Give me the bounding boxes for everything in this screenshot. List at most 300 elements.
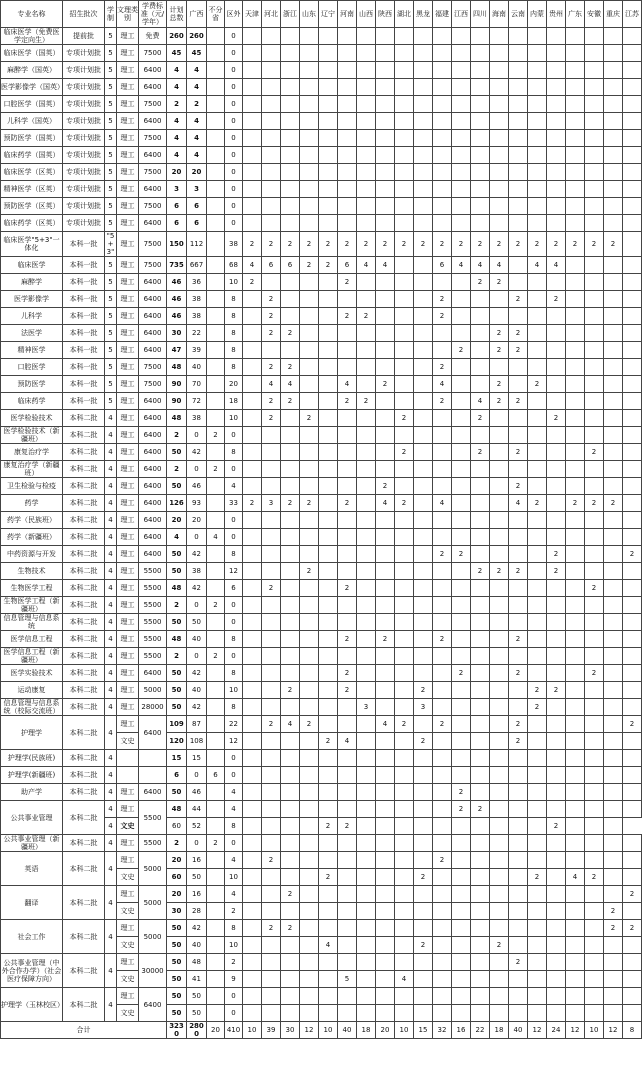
table-cell: 112 [187, 232, 207, 257]
table-cell [528, 28, 547, 45]
table-cell [395, 767, 414, 784]
table-cell [319, 580, 338, 597]
table-cell: 2 [604, 495, 623, 512]
table-cell: 4 [395, 971, 414, 988]
table-cell [566, 597, 585, 614]
table-cell [414, 801, 433, 818]
table-cell [547, 512, 566, 529]
table-cell [623, 614, 642, 631]
table-cell [585, 164, 604, 181]
table-cell [300, 308, 319, 325]
table-cell: 2 [225, 903, 243, 920]
table-cell: 4 [105, 529, 117, 546]
table-cell: 医学影像学 [1, 291, 63, 308]
table-cell: 理工 [117, 308, 139, 325]
table-cell [414, 461, 433, 478]
table-cell: 4 [105, 852, 117, 886]
table-cell [604, 512, 623, 529]
table-cell [528, 342, 547, 359]
table-cell [623, 784, 642, 801]
table-cell: 2 [585, 869, 604, 886]
table-cell [623, 198, 642, 215]
table-cell [243, 215, 262, 232]
table-cell [300, 529, 319, 546]
table-cell: 儿科学 [1, 308, 63, 325]
table-row [1, 215, 642, 232]
table-cell [357, 750, 376, 767]
table-cell [452, 181, 471, 198]
table-row [1, 699, 642, 716]
table-row [1, 164, 642, 181]
table-cell [281, 852, 300, 869]
table-cell [547, 45, 566, 62]
table-cell: 7500 [139, 130, 167, 147]
table-cell [509, 257, 528, 274]
table-cell [395, 988, 414, 1005]
table-cell [395, 198, 414, 215]
table-cell [376, 971, 395, 988]
table-cell [585, 818, 604, 835]
column-header: 招生批次 [63, 1, 105, 28]
table-cell: 麻醉学（国英） [1, 62, 63, 79]
column-header: 天津 [243, 1, 262, 28]
table-cell: 理工 [117, 478, 139, 495]
table-cell [623, 648, 642, 665]
table-cell [547, 130, 566, 147]
table-cell [376, 147, 395, 164]
table-cell [528, 444, 547, 461]
table-cell [604, 784, 623, 801]
table-cell: 理工 [117, 342, 139, 359]
table-cell [376, 181, 395, 198]
table-cell: 2 [490, 342, 509, 359]
table-row [1, 274, 642, 291]
table-cell [395, 342, 414, 359]
table-cell [357, 113, 376, 130]
table-row [1, 342, 642, 359]
table-cell: 理工 [117, 181, 139, 198]
table-cell [357, 130, 376, 147]
table-cell: 本科二批 [63, 461, 105, 478]
table-cell: 42 [187, 665, 207, 682]
table-cell: 50 [167, 971, 187, 988]
table-cell [376, 580, 395, 597]
table-cell [604, 580, 623, 597]
table-cell [433, 198, 452, 215]
table-cell: 6 [207, 767, 225, 784]
table-cell: 0 [225, 529, 243, 546]
table-cell [319, 988, 338, 1005]
table-cell [243, 147, 262, 164]
table-cell [357, 784, 376, 801]
table-cell [604, 147, 623, 164]
table-cell [395, 903, 414, 920]
table-cell: 2 [414, 937, 433, 954]
table-cell: 2 [338, 580, 357, 597]
table-cell: 2 [262, 232, 281, 257]
table-cell: 临床医学（国英） [1, 45, 63, 62]
table-cell: 4 [167, 79, 187, 96]
table-cell [604, 274, 623, 291]
table-cell: 6 [225, 580, 243, 597]
table-cell [585, 45, 604, 62]
table-cell: 理工 [117, 546, 139, 563]
table-cell [300, 444, 319, 461]
table-cell: 38 [187, 410, 207, 427]
table-cell [433, 130, 452, 147]
table-cell [376, 937, 395, 954]
table-cell: 2 [338, 665, 357, 682]
table-cell: 信息管理与信息系统（校际交流班） [1, 699, 63, 716]
table-cell: 临床医学"5+3"一体化 [1, 232, 63, 257]
table-body [1, 28, 642, 1022]
table-cell: 本科二批 [63, 784, 105, 801]
table-cell: 理工 [117, 835, 139, 852]
table-cell [547, 920, 566, 937]
table-cell: 2 [547, 682, 566, 699]
table-cell [471, 750, 490, 767]
table-row [1, 376, 642, 393]
table-cell: 4 [528, 257, 547, 274]
table-cell [490, 529, 509, 546]
table-cell [509, 198, 528, 215]
table-cell [319, 28, 338, 45]
table-cell: 6400 [139, 62, 167, 79]
table-cell [414, 529, 433, 546]
table-cell [566, 113, 585, 130]
table-cell [395, 359, 414, 376]
table-cell [319, 784, 338, 801]
table-cell: 2 [509, 291, 528, 308]
table-cell [547, 954, 566, 971]
table-cell [604, 835, 623, 852]
table-cell [604, 113, 623, 130]
table-cell [281, 410, 300, 427]
table-cell: 2 [338, 631, 357, 648]
table-cell [471, 478, 490, 495]
table-cell [414, 359, 433, 376]
table-cell [623, 869, 642, 886]
table-cell [547, 478, 566, 495]
table-cell: 4 [105, 410, 117, 427]
table-cell [207, 410, 225, 427]
table-cell: 4 [105, 580, 117, 597]
table-cell: 4 [433, 376, 452, 393]
table-cell [262, 767, 281, 784]
table-cell: 12 [225, 563, 243, 580]
table-cell: 6 [187, 198, 207, 215]
table-cell [357, 665, 376, 682]
table-cell: 2 [338, 274, 357, 291]
table-cell [357, 818, 376, 835]
table-cell: 2 [281, 393, 300, 410]
table-cell [357, 835, 376, 852]
table-cell [528, 393, 547, 410]
table-cell [566, 529, 585, 546]
table-cell [414, 903, 433, 920]
table-cell [452, 325, 471, 342]
table-cell [395, 733, 414, 750]
table-cell [262, 529, 281, 546]
table-cell [281, 835, 300, 852]
table-cell [300, 274, 319, 291]
table-cell: 4 [105, 444, 117, 461]
table-cell: 260 [167, 28, 187, 45]
table-cell [509, 274, 528, 291]
table-cell [585, 614, 604, 631]
table-cell: 126 [167, 495, 187, 512]
table-cell: 2 [300, 232, 319, 257]
table-cell: 2 [433, 232, 452, 257]
table-cell [585, 410, 604, 427]
table-cell [319, 954, 338, 971]
table-cell [471, 546, 490, 563]
table-cell [395, 478, 414, 495]
table-cell [604, 699, 623, 716]
table-cell: 2 [471, 410, 490, 427]
table-cell [357, 529, 376, 546]
table-cell [300, 733, 319, 750]
table-cell [452, 28, 471, 45]
table-cell [509, 988, 528, 1005]
table-cell [471, 181, 490, 198]
table-cell [319, 716, 338, 733]
table-cell: 0 [187, 597, 207, 614]
table-cell [207, 699, 225, 716]
table-cell: 文史 [117, 818, 139, 835]
table-cell [566, 181, 585, 198]
table-cell [395, 597, 414, 614]
table-cell: 5 [105, 393, 117, 410]
table-cell: 7500 [139, 45, 167, 62]
table-cell [623, 563, 642, 580]
table-cell [262, 215, 281, 232]
table-cell: 6400 [139, 393, 167, 410]
table-cell [471, 767, 490, 784]
table-cell: 0 [225, 835, 243, 852]
table-cell [452, 988, 471, 1005]
table-cell: 2 [281, 495, 300, 512]
table-cell: 2 [167, 597, 187, 614]
table-cell [452, 79, 471, 96]
table-cell [338, 835, 357, 852]
table-cell [243, 62, 262, 79]
table-row [1, 665, 642, 682]
column-header: 内蒙 [528, 1, 547, 28]
table-cell [528, 410, 547, 427]
table-cell: 2 [604, 903, 623, 920]
table-row [1, 444, 642, 461]
table-cell [376, 784, 395, 801]
table-cell [376, 342, 395, 359]
table-cell [243, 342, 262, 359]
table-cell: 0 [225, 215, 243, 232]
table-cell [585, 96, 604, 113]
table-cell [585, 147, 604, 164]
table-cell: 专项计划批 [63, 79, 105, 96]
column-header: 安徽 [585, 1, 604, 28]
table-cell [604, 971, 623, 988]
table-cell: 93 [187, 495, 207, 512]
table-cell: 87 [187, 716, 207, 733]
table-cell: 7500 [139, 198, 167, 215]
table-cell: 2 [547, 291, 566, 308]
table-cell [281, 62, 300, 79]
table-cell: 4 [105, 563, 117, 580]
table-cell: 文史 [117, 869, 139, 886]
table-cell: 4 [187, 113, 207, 130]
table-cell [243, 512, 262, 529]
table-cell [585, 971, 604, 988]
table-cell [395, 291, 414, 308]
table-cell [376, 597, 395, 614]
table-cell [585, 359, 604, 376]
table-cell [528, 801, 547, 818]
table-cell [490, 495, 509, 512]
table-cell: 本科二批 [63, 886, 105, 920]
table-cell: 46 [167, 291, 187, 308]
table-cell [547, 461, 566, 478]
table-cell [207, 478, 225, 495]
table-cell: 20 [167, 512, 187, 529]
table-cell: 2 [281, 325, 300, 342]
table-cell: 2 [395, 444, 414, 461]
table-row [1, 563, 642, 580]
table-cell: 36 [187, 274, 207, 291]
table-cell [623, 461, 642, 478]
table-cell [300, 546, 319, 563]
table-cell [490, 648, 509, 665]
table-cell [376, 215, 395, 232]
table-cell: 38 [187, 308, 207, 325]
table-cell [471, 512, 490, 529]
table-cell: 6400 [139, 478, 167, 495]
table-cell [490, 699, 509, 716]
table-cell [433, 215, 452, 232]
table-cell [243, 529, 262, 546]
table-cell: 文史 [117, 1005, 139, 1022]
table-cell [623, 444, 642, 461]
table-cell [319, 699, 338, 716]
table-cell [433, 801, 452, 818]
table-cell: 专项计划批 [63, 113, 105, 130]
table-cell [207, 920, 225, 937]
table-cell: 2 [262, 308, 281, 325]
table-cell [338, 937, 357, 954]
table-cell: 2 [452, 546, 471, 563]
table-cell: 临床药学 [1, 393, 63, 410]
table-cell: 20 [187, 512, 207, 529]
table-cell [262, 614, 281, 631]
table-cell: 2 [338, 232, 357, 257]
table-cell [509, 410, 528, 427]
table-cell: 口腔医学 [1, 359, 63, 376]
table-cell: 2 [262, 920, 281, 937]
table-cell [547, 631, 566, 648]
table-cell: 理工 [117, 597, 139, 614]
table-cell: 2 [262, 393, 281, 410]
table-cell: 6400 [139, 461, 167, 478]
table-cell: 2 [338, 308, 357, 325]
table-cell: 4 [187, 79, 207, 96]
table-cell [319, 198, 338, 215]
table-cell [566, 750, 585, 767]
table-cell: 本科二批 [63, 750, 105, 767]
table-cell [585, 597, 604, 614]
table-cell [452, 291, 471, 308]
table-cell [319, 648, 338, 665]
table-cell [376, 529, 395, 546]
table-cell: 理工 [117, 291, 139, 308]
table-cell [547, 274, 566, 291]
table-cell [262, 648, 281, 665]
table-cell [604, 1005, 623, 1022]
table-cell [376, 1005, 395, 1022]
table-cell [623, 665, 642, 682]
table-cell: 5 [105, 181, 117, 198]
table-cell: 4 [105, 648, 117, 665]
table-cell [566, 512, 585, 529]
table-cell [490, 130, 509, 147]
table-cell: 理工 [117, 215, 139, 232]
table-cell: 6400 [139, 444, 167, 461]
table-cell [490, 733, 509, 750]
table-cell [604, 563, 623, 580]
table-cell [243, 682, 262, 699]
table-cell [281, 597, 300, 614]
table-cell [319, 597, 338, 614]
table-cell [509, 28, 528, 45]
table-cell: 2 [471, 563, 490, 580]
table-cell: 6 [167, 215, 187, 232]
table-cell: 4 [433, 495, 452, 512]
table-cell [319, 291, 338, 308]
table-cell: 6 [167, 767, 187, 784]
table-cell [547, 971, 566, 988]
table-cell [547, 665, 566, 682]
table-cell [433, 648, 452, 665]
table-cell [395, 164, 414, 181]
table-cell [547, 988, 566, 1005]
table-cell [395, 512, 414, 529]
table-cell [547, 215, 566, 232]
table-cell: 本科二批 [63, 427, 105, 444]
table-cell [243, 113, 262, 130]
table-cell: 28000 [139, 699, 167, 716]
table-cell [528, 954, 547, 971]
table-cell [300, 920, 319, 937]
table-cell: 4 [105, 614, 117, 631]
table-cell [471, 852, 490, 869]
table-cell: 专项计划批 [63, 198, 105, 215]
table-cell: 8 [225, 665, 243, 682]
table-cell: 2 [547, 546, 566, 563]
table-cell [357, 45, 376, 62]
table-cell [528, 767, 547, 784]
table-cell [471, 597, 490, 614]
table-cell [604, 852, 623, 869]
table-cell: 4 [547, 257, 566, 274]
table-cell: 2 [604, 920, 623, 937]
table-cell: 50 [167, 563, 187, 580]
table-cell [566, 308, 585, 325]
table-cell [433, 512, 452, 529]
table-cell [566, 971, 585, 988]
table-cell [207, 325, 225, 342]
table-cell [509, 376, 528, 393]
table-cell [414, 376, 433, 393]
table-cell [566, 818, 585, 835]
